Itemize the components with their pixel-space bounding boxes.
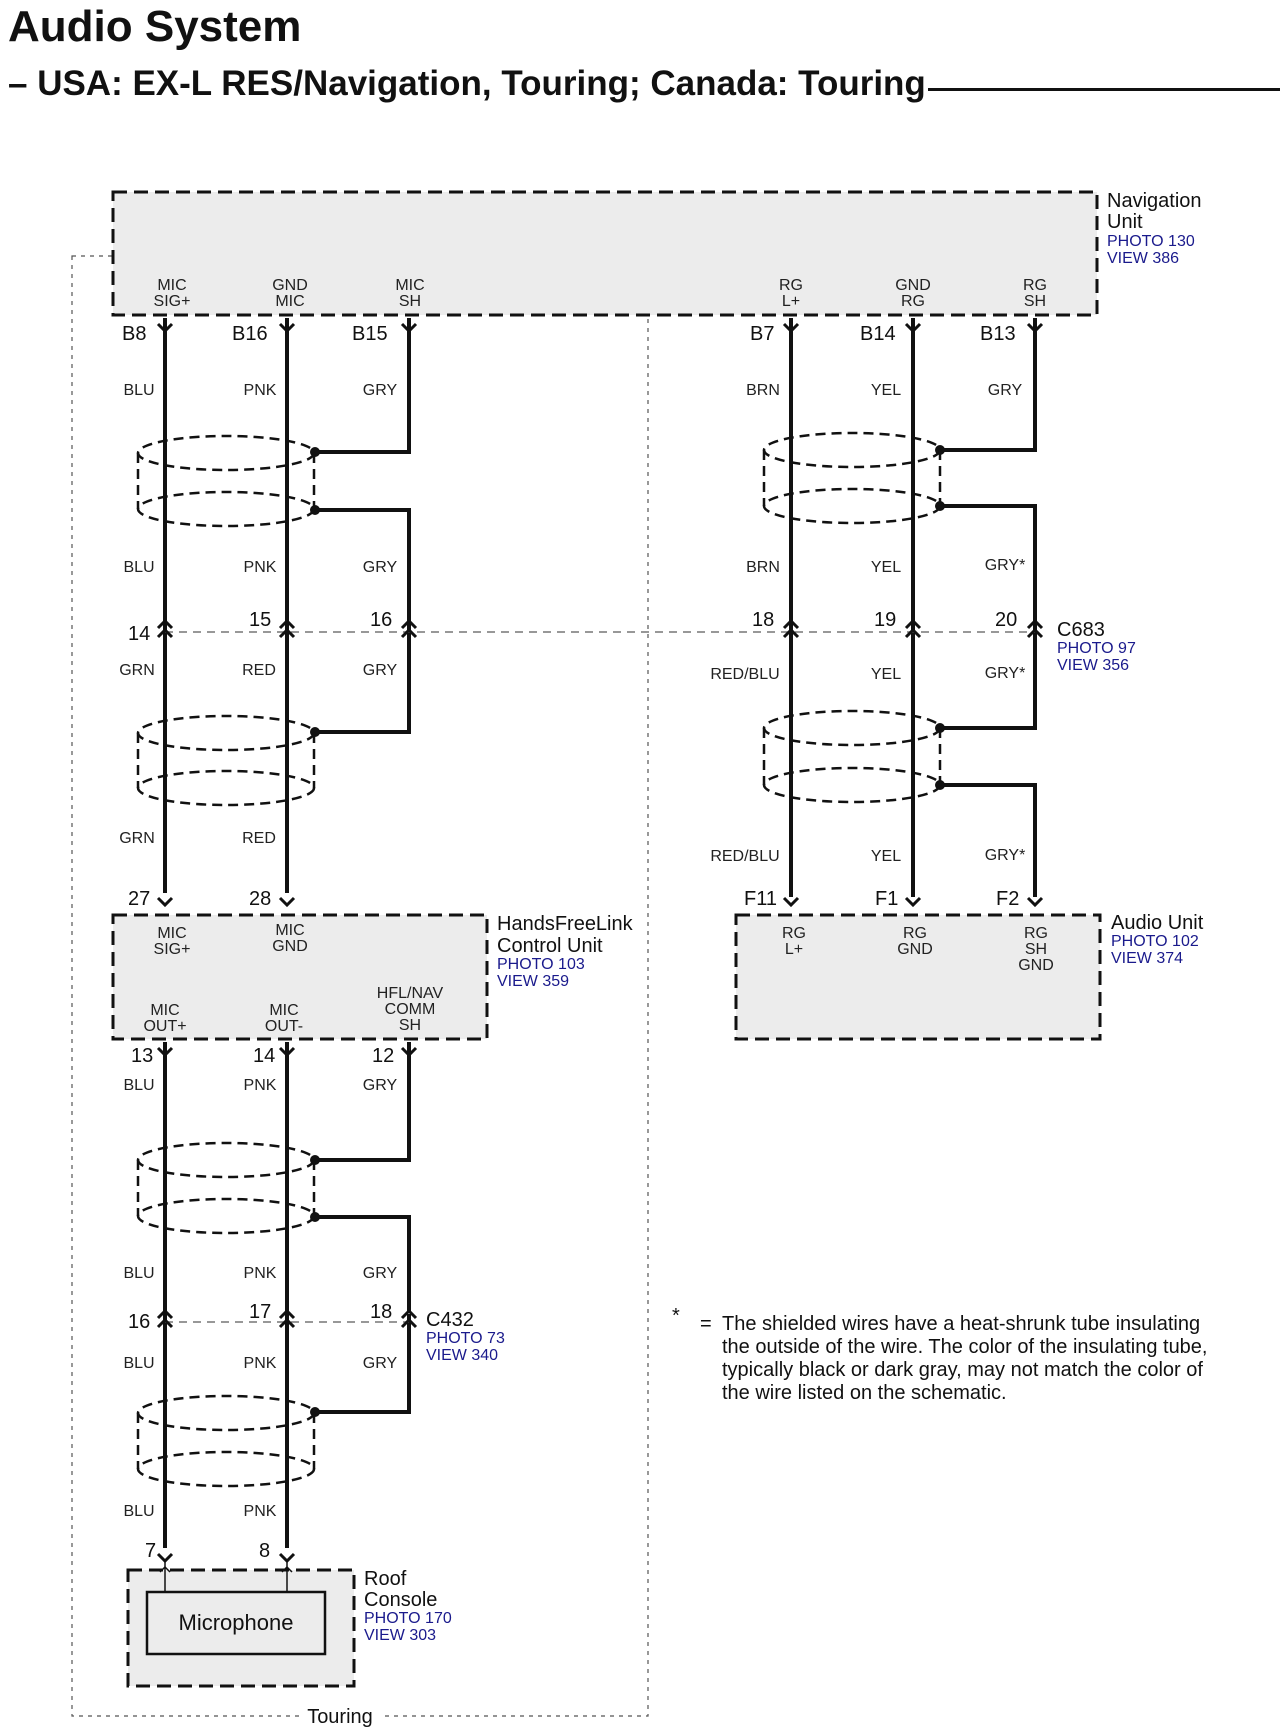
wire-lh-1: GRN (119, 830, 155, 847)
wire-ra-1: BRN (746, 559, 780, 576)
hfl-pin12-l1: HFL/NAV (376, 985, 444, 1002)
wire-rb-2: YEL (870, 666, 902, 683)
wire-lac-1: BLU (123, 1265, 155, 1282)
hfl-pin13-l1: MIC (150, 1002, 180, 1019)
c432-view: VIEW 340 (426, 1347, 499, 1364)
wire-rb-3: GRY* (984, 665, 1026, 682)
hfl-pin28-l2: GND (272, 938, 308, 955)
audio-term-f1: F1 (875, 888, 899, 910)
hfl-pin27-l2: SIG+ (153, 941, 191, 958)
audio-pinf1-l2: GND (897, 941, 933, 958)
nav-term-b15: B15 (352, 323, 388, 345)
nav-pin1-l2: SIG+ (153, 293, 191, 310)
navigation-unit-name1: Navigation (1107, 190, 1202, 212)
hfl-term-13: 13 (131, 1045, 154, 1067)
hfl-term-28: 28 (249, 888, 272, 910)
c432-photo: PHOTO 73 (426, 1330, 505, 1347)
hfl-pin14-l1: MIC (269, 1002, 299, 1019)
wire-rt-2: YEL (870, 382, 902, 399)
nav-term-b8: B8 (122, 323, 147, 345)
navigation-unit-photo: PHOTO 130 (1107, 233, 1195, 250)
c683-photo: PHOTO 97 (1057, 640, 1136, 657)
wire-lb-1: GRN (119, 662, 155, 679)
roof-console-photo: PHOTO 170 (364, 1610, 452, 1627)
hfl-term-12: 12 (372, 1045, 395, 1067)
nav-pin2-l1: GND (272, 277, 308, 294)
wire-lbc-1: BLU (123, 1355, 155, 1372)
c683-pin-15: 15 (249, 609, 272, 631)
audio-unit-view: VIEW 374 (1111, 950, 1184, 967)
wire-ra2-3: GRY* (984, 847, 1026, 864)
nav-pin5-l2: RG (901, 293, 925, 310)
audio-unit-photo: PHOTO 102 (1111, 933, 1199, 950)
hfl-photo: PHOTO 103 (497, 956, 585, 973)
wire-lbh-3: GRY (362, 1077, 398, 1094)
audio-pinf2-l1: RG (1024, 925, 1048, 942)
roof-console-name1: Roof (364, 1568, 407, 1590)
audio-pinf11-l2: L+ (784, 941, 804, 958)
wire-lr-1: BLU (123, 1503, 155, 1520)
hfl-pin13-l2: OUT+ (143, 1018, 187, 1035)
audio-term-f11: F11 (744, 888, 777, 910)
wire-lbh-1: BLU (123, 1077, 155, 1094)
microphone-label: Microphone (178, 1610, 294, 1635)
hfl-view: VIEW 359 (497, 973, 570, 990)
nav-pin3-l1: MIC (395, 277, 425, 294)
hfl-name1: HandsFreeLink (497, 913, 633, 935)
audio-pinf1-l1: RG (903, 925, 927, 942)
wire-ra-3: GRY* (984, 557, 1026, 574)
nav-pin1-l1: MIC (157, 277, 187, 294)
wire-rt-3: GRY (987, 382, 1023, 399)
audio-pinf2-l2: SH (1024, 941, 1048, 958)
footnote-asterisk: * (672, 1305, 680, 1327)
nav-term-b13: B13 (980, 323, 1016, 345)
c683-name: C683 (1057, 619, 1105, 641)
wire-la-1: BLU (123, 559, 155, 576)
wire-rt-1: BRN (746, 382, 780, 399)
footnote-line-3: typically black or dark gray, may not match the color of (722, 1359, 1203, 1381)
roof-console-name2: Console (364, 1589, 438, 1611)
wire-lt-3: GRY (362, 382, 398, 399)
audio-unit-name: Audio Unit (1111, 912, 1204, 934)
nav-pin6-l2: SH (1023, 293, 1047, 310)
c432-pin-16: 16 (128, 1311, 151, 1333)
navigation-unit-name2: Unit (1107, 211, 1143, 233)
hfl-pin12-l2: COMM (384, 1001, 436, 1018)
nav-pin4-l2: L+ (781, 293, 801, 310)
wire-lac-3: GRY (362, 1265, 398, 1282)
hfl-pin27-l1: MIC (157, 925, 187, 942)
wire-rb-1: RED/BLU (710, 666, 780, 683)
audio-term-f2: F2 (996, 888, 1020, 910)
hfl-pin28-l1: MIC (275, 922, 305, 939)
c432-pin-18: 18 (370, 1301, 393, 1323)
wire-lh-2: RED (242, 830, 276, 847)
roof-pin-7: 7 (145, 1540, 157, 1562)
wire-lb-3: GRY (362, 662, 398, 679)
wire-ra-2: YEL (870, 559, 902, 576)
nav-pin4-l1: RG (779, 277, 803, 294)
c683-pin-14: 14 (128, 623, 151, 645)
roof-pin-8: 8 (259, 1540, 271, 1562)
nav-term-b14: B14 (860, 323, 896, 345)
c432-pin-17: 17 (249, 1301, 272, 1323)
wire-la-3: GRY (362, 559, 398, 576)
c683-pin-16: 16 (370, 609, 393, 631)
c683-pin-19: 19 (874, 609, 897, 631)
wire-lbc-3: GRY (362, 1355, 398, 1372)
wire-la-2: PNK (243, 559, 277, 576)
nav-term-b16: B16 (232, 323, 268, 345)
page-title: Audio System (8, 2, 302, 51)
audio-pinf2-l3: GND (1018, 957, 1054, 974)
nav-pin3-l2: SH (398, 293, 422, 310)
touring-label: Touring (307, 1706, 373, 1728)
wire-lbh-2: PNK (243, 1077, 277, 1094)
audio-pinf11-l1: RG (782, 925, 806, 942)
footnote-equals: = (700, 1313, 712, 1335)
wire-lt-1: BLU (123, 382, 155, 399)
c432-name: C432 (426, 1309, 474, 1331)
navigation-unit-box (113, 192, 1097, 315)
page-subtitle: – USA: EX-L RES/Navigation, Touring; Canada: Touring (8, 64, 926, 103)
wire-ra2-2: YEL (870, 848, 902, 865)
wire-ra2-1: RED/BLU (710, 848, 780, 865)
footnote-line-4: the wire listed on the schematic. (722, 1382, 1007, 1404)
nav-pin6-l1: RG (1023, 277, 1047, 294)
navigation-unit-view: VIEW 386 (1107, 250, 1180, 267)
wire-lac-2: PNK (243, 1265, 277, 1282)
hfl-term-14: 14 (253, 1045, 276, 1067)
c683-pin-20: 20 (995, 609, 1018, 631)
hfl-pin14-l2: OUT- (264, 1018, 304, 1035)
wire-lr-2: PNK (243, 1503, 277, 1520)
nav-term-b7: B7 (750, 323, 775, 345)
wire-lbc-2: PNK (243, 1355, 277, 1372)
nav-pin5-l1: GND (895, 277, 931, 294)
hfl-term-27: 27 (128, 888, 151, 910)
wire-lb-2: RED (242, 662, 276, 679)
footnote-line-1: The shielded wires have a heat-shrunk tube insulating (722, 1313, 1201, 1335)
roof-console-view: VIEW 303 (364, 1627, 437, 1644)
wire-lt-2: PNK (243, 382, 277, 399)
c683-view: VIEW 356 (1057, 657, 1130, 674)
c683-pin-18: 18 (752, 609, 775, 631)
hfl-pin12-l3: SH (398, 1017, 422, 1034)
hfl-name2: Control Unit (497, 935, 603, 957)
footnote-line-2: the outside of the wire. The color of the insulating tube, (722, 1336, 1208, 1358)
nav-pin2-l2: MIC (275, 293, 305, 310)
